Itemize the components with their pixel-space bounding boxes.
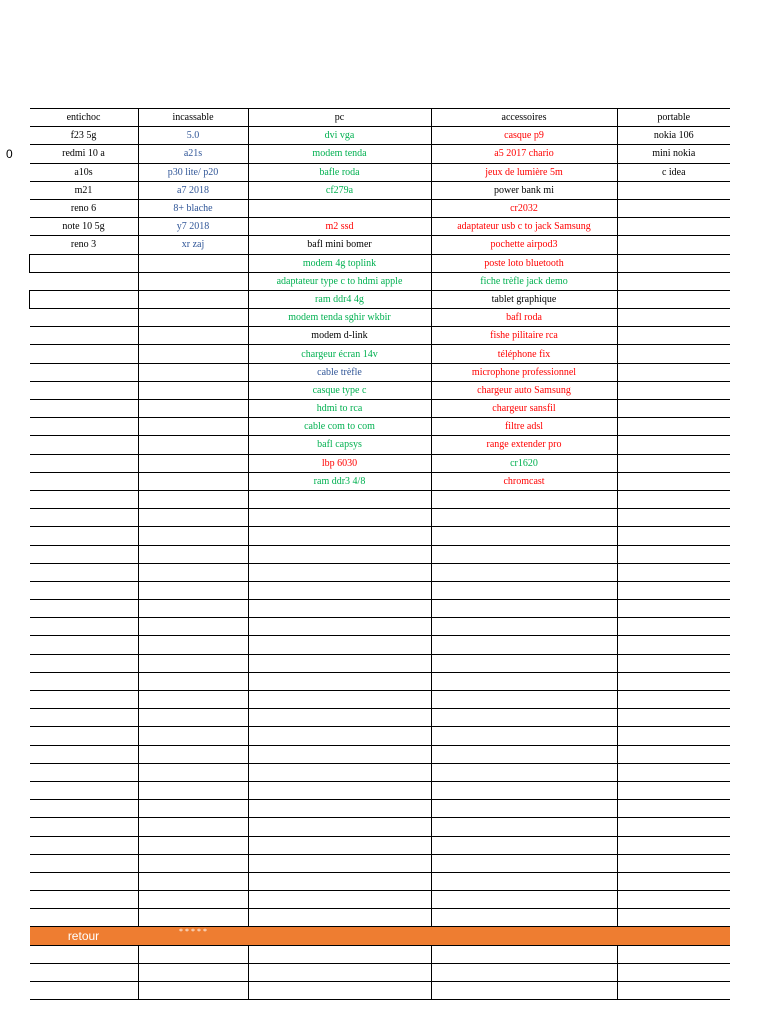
cell-portable[interactable] (617, 636, 730, 654)
cell-portable[interactable] (617, 199, 730, 217)
cell-incassable[interactable] (138, 527, 248, 545)
cell-pc[interactable] (248, 709, 431, 727)
table-row (30, 145, 731, 163)
table-row (30, 945, 731, 963)
table-row (30, 781, 731, 799)
cell-incassable[interactable] (138, 836, 248, 854)
cell-pc[interactable] (248, 509, 431, 527)
cell-portable[interactable] (617, 527, 730, 545)
table-row (30, 545, 731, 563)
cell-pc[interactable]: modem tenda sghir wkbir (248, 309, 431, 327)
cell-pc[interactable]: bafle roda (248, 163, 431, 181)
cell-entichoc[interactable]: redmi 10 a (30, 145, 139, 163)
table-row (30, 654, 731, 672)
cell-incassable[interactable] (138, 891, 248, 909)
cell-pc[interactable]: adaptateur type c to hdmi apple (248, 272, 431, 290)
table-row (30, 181, 731, 199)
cell-incassable[interactable] (138, 709, 248, 727)
cell-entichoc[interactable] (30, 490, 139, 508)
cell-accessoires[interactable]: chromcast (431, 472, 617, 490)
cell-entichoc[interactable] (30, 581, 139, 599)
cell-pc[interactable]: modem 4g toplink (248, 254, 431, 272)
cell-pc[interactable]: ram ddr3 4/8 (248, 472, 431, 490)
cell-pc[interactable]: modem tenda (248, 145, 431, 163)
table-row (30, 254, 731, 272)
table-row (30, 472, 731, 490)
header-cell-incassable[interactable]: incassable (138, 109, 248, 127)
cell-portable[interactable]: nokia 106 (617, 127, 730, 145)
cell-pc[interactable] (248, 836, 431, 854)
cell-incassable[interactable] (138, 400, 248, 418)
cell-portable[interactable] (617, 454, 730, 472)
cell-accessoires[interactable]: tablet graphique (431, 290, 617, 308)
cell-portable[interactable] (617, 745, 730, 763)
cell-pc[interactable]: cable trèfle (248, 363, 431, 381)
cell-pc[interactable] (248, 945, 431, 963)
cell-entichoc[interactable] (30, 891, 139, 909)
cell-accessoires[interactable] (431, 636, 617, 654)
table-row (30, 691, 731, 709)
cell-pc[interactable] (248, 618, 431, 636)
cell-incassable[interactable]: xr zaj (138, 236, 248, 254)
cell-accessoires[interactable] (431, 963, 617, 981)
table-row (30, 818, 731, 836)
table-row (30, 218, 731, 236)
retour-cell[interactable] (617, 927, 730, 945)
table-row (30, 800, 731, 818)
cell-entichoc[interactable] (30, 527, 139, 545)
cell-portable[interactable] (617, 781, 730, 799)
cell-portable[interactable] (617, 563, 730, 581)
cell-pc[interactable] (248, 490, 431, 508)
cell-accessoires[interactable]: poste loto bluetooth (431, 254, 617, 272)
cell-portable[interactable] (617, 854, 730, 872)
cell-incassable[interactable] (138, 600, 248, 618)
cell-incassable[interactable] (138, 254, 248, 272)
cell-accessoires[interactable]: fishe pilitaire rca (431, 327, 617, 345)
cell-portable[interactable] (617, 472, 730, 490)
cell-entichoc[interactable] (30, 309, 139, 327)
cell-incassable[interactable] (138, 618, 248, 636)
cell-incassable[interactable] (138, 727, 248, 745)
cell-portable[interactable] (617, 872, 730, 890)
cell-accessoires[interactable] (431, 490, 617, 508)
cell-entichoc[interactable] (30, 872, 139, 890)
cell-entichoc[interactable] (30, 400, 139, 418)
cell-pc[interactable] (248, 672, 431, 690)
cell-pc[interactable] (248, 636, 431, 654)
cell-portable[interactable] (617, 727, 730, 745)
cell-incassable[interactable] (138, 345, 248, 363)
retour-cell[interactable] (431, 927, 617, 945)
cell-entichoc[interactable] (30, 563, 139, 581)
table-row (30, 854, 731, 872)
cell-entichoc[interactable] (30, 709, 139, 727)
cell-portable[interactable] (617, 309, 730, 327)
cell-incassable[interactable] (138, 945, 248, 963)
table-row (30, 345, 731, 363)
cell-incassable[interactable] (138, 763, 248, 781)
cell-incassable[interactable] (138, 309, 248, 327)
cell-pc[interactable] (248, 800, 431, 818)
inventory-table (29, 108, 730, 1000)
table-row (30, 836, 731, 854)
cell-portable[interactable] (617, 963, 730, 981)
cell-incassable[interactable] (138, 290, 248, 308)
cell-portable[interactable] (617, 509, 730, 527)
cell-portable[interactable] (617, 400, 730, 418)
cell-incassable[interactable] (138, 545, 248, 563)
cell-pc[interactable]: hdmi to rca (248, 400, 431, 418)
cell-entichoc[interactable] (30, 254, 139, 272)
cell-entichoc[interactable] (30, 618, 139, 636)
cell-incassable[interactable]: a7 2018 (138, 181, 248, 199)
cell-incassable[interactable] (138, 472, 248, 490)
cell-incassable[interactable] (138, 563, 248, 581)
cell-accessoires[interactable]: chargeur sansfil (431, 400, 617, 418)
cell-entichoc[interactable] (30, 745, 139, 763)
cell-incassable[interactable] (138, 800, 248, 818)
cell-portable[interactable] (617, 363, 730, 381)
cell-incassable[interactable] (138, 381, 248, 399)
cell-incassable[interactable]: 8+ blache (138, 199, 248, 217)
cell-incassable[interactable] (138, 982, 248, 1000)
cell-incassable[interactable] (138, 818, 248, 836)
table-row (30, 891, 731, 909)
cell-portable[interactable] (617, 327, 730, 345)
table-row (30, 272, 731, 290)
cell-incassable[interactable] (138, 418, 248, 436)
cell-accessoires[interactable]: power bank mi (431, 181, 617, 199)
cell-incassable[interactable]: 5.0 (138, 127, 248, 145)
cell-entichoc[interactable] (30, 909, 139, 927)
cell-pc[interactable] (248, 581, 431, 599)
cell-entichoc[interactable]: f23 5g (30, 127, 139, 145)
table-row (30, 709, 731, 727)
cell-accessoires[interactable] (431, 872, 617, 890)
cell-portable[interactable] (617, 581, 730, 599)
table-row (30, 982, 731, 1000)
cell-portable[interactable]: c idea (617, 163, 730, 181)
cell-pc[interactable] (248, 654, 431, 672)
table-row (30, 527, 731, 545)
cell-pc[interactable]: chargeur écran 14v (248, 345, 431, 363)
table-row (30, 963, 731, 981)
cell-accessoires[interactable] (431, 654, 617, 672)
cell-incassable[interactable] (138, 909, 248, 927)
cell-entichoc[interactable]: m21 (30, 181, 139, 199)
cell-portable[interactable] (617, 691, 730, 709)
cell-incassable[interactable] (138, 672, 248, 690)
table-row (30, 163, 731, 181)
table-row (30, 872, 731, 890)
cell-pc[interactable] (248, 600, 431, 618)
cell-entichoc[interactable]: a10s (30, 163, 139, 181)
cell-incassable[interactable] (138, 327, 248, 345)
cell-pc[interactable]: bafl mini bomer (248, 236, 431, 254)
cell-entichoc[interactable] (30, 982, 139, 1000)
cell-pc[interactable] (248, 199, 431, 217)
table-row (30, 400, 731, 418)
header-cell-accessoires[interactable]: accessoires (431, 109, 617, 127)
table-row (30, 600, 731, 618)
retour-stars[interactable]: * * * * * (138, 927, 248, 945)
cell-portable[interactable] (617, 909, 730, 927)
cell-pc[interactable] (248, 745, 431, 763)
inventory-table-body (30, 109, 731, 1000)
cell-incassable[interactable] (138, 745, 248, 763)
table-row (30, 636, 731, 654)
cell-accessoires[interactable] (431, 527, 617, 545)
cell-pc[interactable] (248, 818, 431, 836)
cell-entichoc[interactable] (30, 363, 139, 381)
cell-portable[interactable] (617, 818, 730, 836)
cell-portable[interactable] (617, 381, 730, 399)
cell-pc[interactable]: cf279a (248, 181, 431, 199)
table-row (30, 436, 731, 454)
cell-portable[interactable] (617, 654, 730, 672)
cell-entichoc[interactable]: reno 3 (30, 236, 139, 254)
table-row (30, 236, 731, 254)
cell-accessoires[interactable] (431, 836, 617, 854)
header-row (30, 109, 731, 127)
cell-pc[interactable] (248, 727, 431, 745)
cell-portable[interactable] (617, 836, 730, 854)
cell-pc[interactable] (248, 545, 431, 563)
cell-portable[interactable] (617, 672, 730, 690)
cell-pc[interactable] (248, 872, 431, 890)
cell-entichoc[interactable] (30, 272, 139, 290)
cell-portable[interactable] (617, 982, 730, 1000)
cell-entichoc[interactable] (30, 800, 139, 818)
cell-accessoires[interactable]: filtre adsl (431, 418, 617, 436)
cell-entichoc[interactable] (30, 327, 139, 345)
cell-portable[interactable] (617, 891, 730, 909)
cell-incassable[interactable] (138, 781, 248, 799)
table-row (30, 745, 731, 763)
table-row (30, 490, 731, 508)
cell-entichoc[interactable] (30, 654, 139, 672)
header-cell-entichoc[interactable]: entichoc (30, 109, 139, 127)
cell-accessoires[interactable] (431, 982, 617, 1000)
cell-accessoires[interactable] (431, 727, 617, 745)
cell-portable[interactable] (617, 490, 730, 508)
row-marker: 0 (6, 147, 13, 161)
cell-portable[interactable] (617, 436, 730, 454)
cell-portable[interactable] (617, 236, 730, 254)
cell-accessoires[interactable] (431, 800, 617, 818)
cell-portable[interactable] (617, 945, 730, 963)
cell-incassable[interactable] (138, 654, 248, 672)
cell-entichoc[interactable] (30, 418, 139, 436)
table-row (30, 327, 731, 345)
cell-pc[interactable]: modem d-link (248, 327, 431, 345)
cell-accessoires[interactable] (431, 563, 617, 581)
cell-pc[interactable] (248, 781, 431, 799)
cell-accessoires[interactable]: casque p9 (431, 127, 617, 145)
cell-pc[interactable] (248, 909, 431, 927)
table-row (30, 909, 731, 927)
cell-incassable[interactable] (138, 691, 248, 709)
cell-accessoires[interactable]: range extender pro (431, 436, 617, 454)
cell-entichoc[interactable] (30, 945, 139, 963)
cell-accessoires[interactable] (431, 909, 617, 927)
cell-entichoc[interactable] (30, 290, 139, 308)
cell-incassable[interactable] (138, 509, 248, 527)
cell-pc[interactable] (248, 854, 431, 872)
cell-incassable[interactable] (138, 872, 248, 890)
cell-pc[interactable]: dvi vga (248, 127, 431, 145)
cell-accessoires[interactable]: bafl roda (431, 309, 617, 327)
cell-pc[interactable] (248, 763, 431, 781)
cell-incassable[interactable] (138, 581, 248, 599)
cell-accessoires[interactable] (431, 545, 617, 563)
cell-accessoires[interactable] (431, 509, 617, 527)
cell-portable[interactable] (617, 290, 730, 308)
cell-accessoires[interactable]: fiche trèfle jack demo (431, 272, 617, 290)
cell-incassable[interactable]: p30 lite/ p20 (138, 163, 248, 181)
cell-entichoc[interactable] (30, 818, 139, 836)
cell-portable[interactable] (617, 272, 730, 290)
retour-button[interactable]: retour (30, 927, 139, 945)
cell-incassable[interactable] (138, 363, 248, 381)
cell-entichoc[interactable]: note 10 5g (30, 218, 139, 236)
cell-pc[interactable]: bafl capsys (248, 436, 431, 454)
cell-entichoc[interactable] (30, 436, 139, 454)
cell-accessoires[interactable] (431, 945, 617, 963)
cell-portable[interactable] (617, 618, 730, 636)
cell-incassable[interactable] (138, 490, 248, 508)
cell-pc[interactable] (248, 527, 431, 545)
cell-pc[interactable]: lbp 6030 (248, 454, 431, 472)
table-row (30, 309, 731, 327)
cell-entichoc[interactable] (30, 381, 139, 399)
cell-entichoc[interactable] (30, 345, 139, 363)
cell-portable[interactable] (617, 600, 730, 618)
table-row (30, 727, 731, 745)
cell-pc[interactable]: casque type c (248, 381, 431, 399)
table-row (30, 509, 731, 527)
cell-portable[interactable] (617, 181, 730, 199)
cell-incassable[interactable] (138, 636, 248, 654)
cell-accessoires[interactable] (431, 691, 617, 709)
cell-entichoc[interactable] (30, 472, 139, 490)
cell-entichoc[interactable] (30, 600, 139, 618)
cell-accessoires[interactable] (431, 891, 617, 909)
cell-accessoires[interactable]: a5 2017 chario (431, 145, 617, 163)
table-row (30, 381, 731, 399)
cell-pc[interactable] (248, 963, 431, 981)
cell-entichoc[interactable] (30, 781, 139, 799)
table-row (30, 199, 731, 217)
cell-incassable[interactable] (138, 454, 248, 472)
cell-entichoc[interactable] (30, 963, 139, 981)
cell-portable[interactable] (617, 709, 730, 727)
cell-incassable[interactable] (138, 272, 248, 290)
cell-entichoc[interactable] (30, 691, 139, 709)
cell-accessoires[interactable]: jeux de lumière 5m (431, 163, 617, 181)
cell-accessoires[interactable] (431, 763, 617, 781)
table-row (30, 454, 731, 472)
cell-portable[interactable] (617, 418, 730, 436)
cell-entichoc[interactable] (30, 727, 139, 745)
header-cell-portable[interactable]: portable (617, 109, 730, 127)
cell-portable[interactable] (617, 254, 730, 272)
cell-accessoires[interactable] (431, 618, 617, 636)
cell-entichoc[interactable] (30, 854, 139, 872)
table-row (30, 127, 731, 145)
cell-accessoires[interactable]: cr2032 (431, 199, 617, 217)
cell-pc[interactable] (248, 563, 431, 581)
cell-entichoc[interactable] (30, 545, 139, 563)
cell-accessoires[interactable] (431, 600, 617, 618)
cell-portable[interactable] (617, 218, 730, 236)
cell-incassable[interactable] (138, 436, 248, 454)
cell-pc[interactable]: ram ddr4 4g (248, 290, 431, 308)
cell-portable[interactable] (617, 800, 730, 818)
cell-accessoires[interactable]: adaptateur usb c to jack Samsung (431, 218, 617, 236)
cell-pc[interactable] (248, 691, 431, 709)
cell-entichoc[interactable] (30, 763, 139, 781)
cell-accessoires[interactable] (431, 818, 617, 836)
cell-accessoires[interactable]: pochette airpod3 (431, 236, 617, 254)
cell-incassable[interactable]: y7 2018 (138, 218, 248, 236)
retour-row (30, 927, 731, 945)
cell-entichoc[interactable]: reno 6 (30, 199, 139, 217)
cell-incassable[interactable]: a21s (138, 145, 248, 163)
retour-cell[interactable] (248, 927, 431, 945)
cell-incassable[interactable] (138, 963, 248, 981)
table-row (30, 581, 731, 599)
cell-accessoires[interactable] (431, 672, 617, 690)
cell-pc[interactable] (248, 891, 431, 909)
cell-accessoires[interactable] (431, 745, 617, 763)
cell-pc[interactable]: cable com to com (248, 418, 431, 436)
cell-portable[interactable] (617, 763, 730, 781)
cell-accessoires[interactable]: microphone professionnel (431, 363, 617, 381)
cell-entichoc[interactable] (30, 836, 139, 854)
cell-pc[interactable] (248, 982, 431, 1000)
header-cell-pc[interactable]: pc (248, 109, 431, 127)
table-row (30, 563, 731, 581)
cell-accessoires[interactable]: téléphone fix (431, 345, 617, 363)
cell-portable[interactable]: mini nokia (617, 145, 730, 163)
table-row (30, 618, 731, 636)
cell-incassable[interactable] (138, 854, 248, 872)
cell-entichoc[interactable] (30, 509, 139, 527)
cell-entichoc[interactable] (30, 454, 139, 472)
cell-entichoc[interactable] (30, 672, 139, 690)
cell-portable[interactable] (617, 345, 730, 363)
cell-portable[interactable] (617, 545, 730, 563)
cell-accessoires[interactable] (431, 709, 617, 727)
cell-accessoires[interactable]: chargeur auto Samsung (431, 381, 617, 399)
cell-accessoires[interactable]: cr1620 (431, 454, 617, 472)
cell-entichoc[interactable] (30, 636, 139, 654)
cell-accessoires[interactable] (431, 854, 617, 872)
cell-accessoires[interactable] (431, 581, 617, 599)
table-row (30, 363, 731, 381)
table-row (30, 763, 731, 781)
table-row (30, 672, 731, 690)
table-row (30, 290, 731, 308)
table-row (30, 418, 731, 436)
cell-accessoires[interactable] (431, 781, 617, 799)
cell-pc[interactable]: m2 ssd (248, 218, 431, 236)
